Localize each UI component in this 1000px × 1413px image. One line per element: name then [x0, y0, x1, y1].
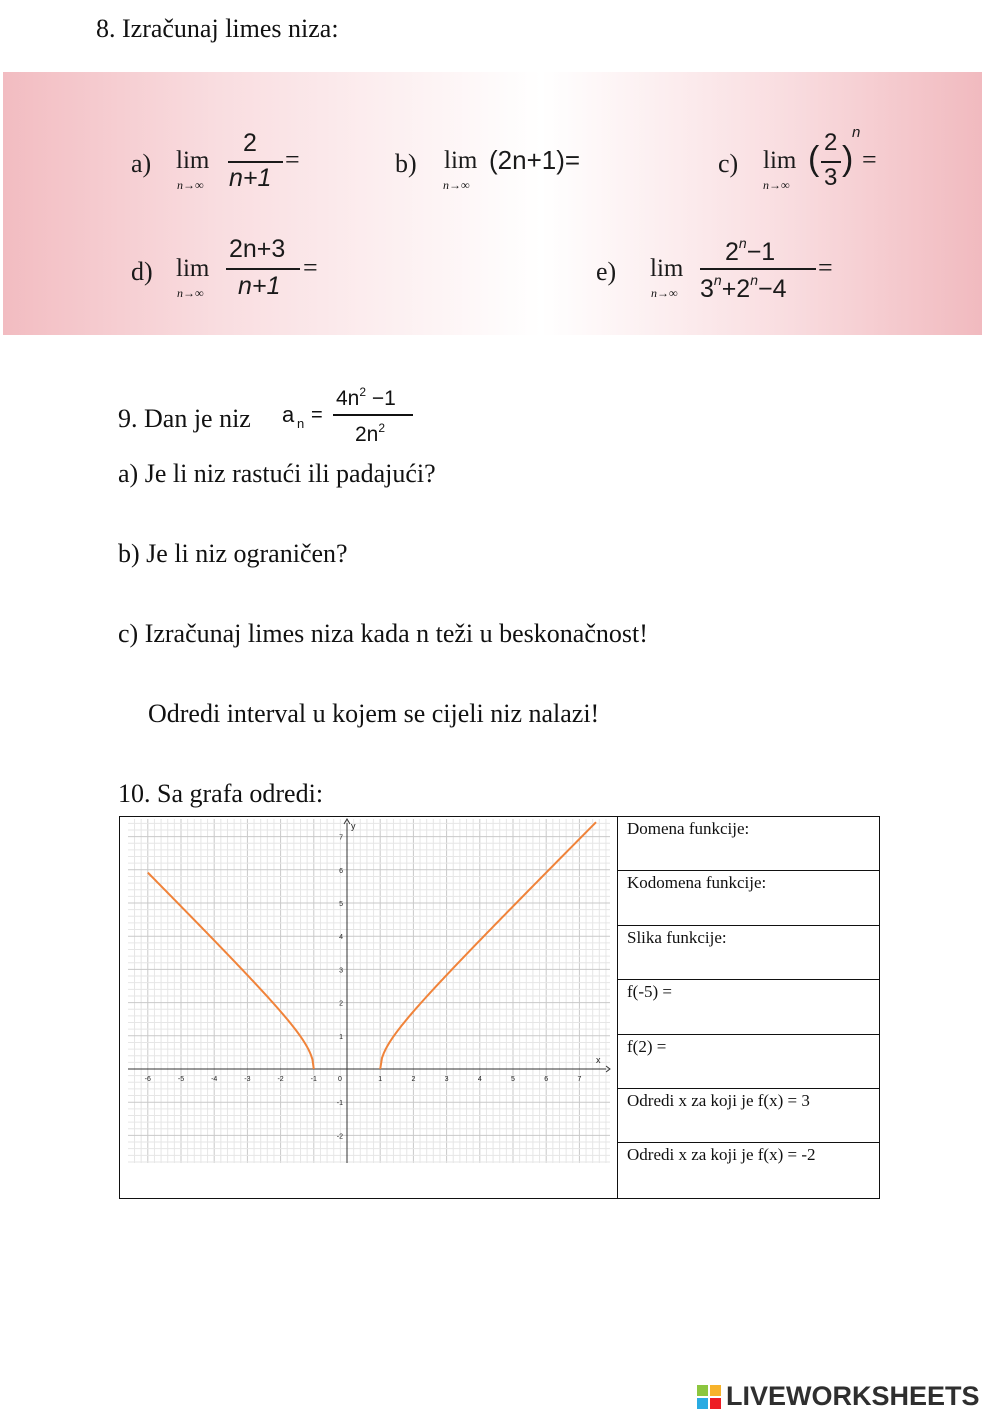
y-tick-label: 5	[339, 901, 343, 908]
limit-a-label: a)	[131, 149, 152, 178]
x-tick-label: -3	[244, 1076, 251, 1083]
y-tick-label: 7	[339, 834, 343, 842]
limit-e-equals: =	[818, 253, 833, 282]
x-tick-label: -4	[211, 1076, 218, 1083]
limit-d-equals: =	[303, 253, 318, 282]
limit-d-fraction-bar	[226, 268, 300, 270]
graph-answer-table	[119, 816, 880, 1199]
sequence-equals: =	[311, 404, 323, 426]
limit-a-equals: =	[285, 145, 300, 174]
limit-a-numerator: 2	[243, 129, 257, 157]
limit-c-denominator: 3	[824, 164, 838, 191]
limit-e-lim: lim	[650, 255, 684, 282]
limit-e-label: e)	[596, 257, 617, 286]
limit-e-fraction-bar	[700, 268, 816, 270]
limit-a-denominator: n+1	[229, 164, 272, 192]
limit-c-sub: n→∞	[763, 178, 790, 192]
answer-row-x-for-3[interactable]: Odredi x za koji je f(x) = 3	[618, 1089, 879, 1143]
limit-d-sub: n→∞	[177, 286, 204, 300]
logo-grid-icon	[697, 1385, 723, 1409]
sequence-denominator: $2n^2$	[355, 421, 386, 446]
answer-row-x-for-minus-2[interactable]: Odredi x za koji je f(x) = -2	[627, 1145, 816, 1165]
problem-9-intro: 9. Dan je niz	[118, 404, 251, 433]
x-axis-label: x	[596, 1055, 601, 1065]
answer-column	[618, 817, 879, 1198]
x-tick-label: -1	[310, 1076, 317, 1083]
limit-d-label: d)	[131, 257, 153, 286]
problem-9-part-a: a) Je li niz rastući ili padajući?	[118, 459, 436, 488]
limit-d-denominator: n+1	[238, 272, 281, 300]
limit-c-close-paren: )	[842, 140, 854, 178]
x-tick-label: 7	[577, 1076, 582, 1083]
limit-c-numerator: 2	[824, 129, 838, 156]
limit-b-sub: n→∞	[443, 178, 470, 192]
sequence-numerator: $4n^2 -1$	[336, 385, 396, 410]
limit-c-open-paren: (	[808, 140, 820, 178]
y-tick-label: 4	[339, 934, 343, 942]
limit-b-lim: lim	[444, 147, 478, 174]
x-tick-label: 3	[444, 1076, 449, 1083]
limit-b-expression: (2n+1)=	[489, 145, 581, 175]
x-tick-label: -5	[177, 1076, 185, 1083]
x-tick-label: 1	[378, 1076, 383, 1083]
problem-8-title: 8. Izračunaj limes niza:	[96, 14, 339, 43]
graph-cell	[120, 817, 618, 1198]
answer-row-domain[interactable]: Domena funkcije:	[618, 817, 879, 871]
answer-row-f-minus-5[interactable]: f(-5) =	[618, 980, 879, 1034]
limit-c-fraction-bar	[821, 161, 841, 163]
limit-d-numerator: 2n+3	[229, 235, 286, 263]
logo-text: LIVEWORKSHEETS	[726, 1381, 980, 1411]
y-tick-label: -1	[336, 1100, 343, 1108]
limit-e-numerator: $2^n-1$	[725, 235, 776, 266]
limit-b-label: b)	[395, 149, 417, 178]
problem-9-part-d: Odredi interval u kojem se cijeli niz nalazi!	[148, 699, 600, 728]
limit-a-fraction-bar	[228, 161, 283, 163]
y-tick-label: 6	[339, 867, 343, 875]
problem-9-part-b: b) Je li niz ograničen?	[118, 539, 348, 568]
answer-row-range[interactable]: Slika funkcije:	[618, 926, 879, 980]
y-tick-label: 2	[339, 1000, 343, 1008]
limit-c-label: c)	[718, 149, 739, 178]
curve-right-branch	[380, 822, 596, 1069]
answer-row-f-2[interactable]: f(2) =	[618, 1035, 879, 1089]
sequence-name: a	[282, 402, 295, 427]
limit-c-lim: lim	[763, 147, 797, 174]
limit-d-lim: lim	[176, 255, 210, 282]
x-tick-label: 5	[511, 1076, 515, 1083]
x-tick-label: -2	[277, 1076, 284, 1083]
y-tick-label: -2	[336, 1133, 343, 1141]
limit-a-sub: n→∞	[177, 178, 204, 192]
liveworksheets-logo	[697, 1381, 980, 1412]
sequence-fraction-bar	[333, 414, 413, 416]
problem-10-title: 10. Sa grafa odredi:	[118, 779, 324, 808]
x-tick-label: 6	[544, 1076, 549, 1083]
sequence-subscript: n	[297, 416, 305, 431]
problem-9-part-c: c) Izračunaj limes niza kada n teži u beskonačnost!	[118, 619, 648, 648]
limit-c-equals: =	[862, 145, 877, 174]
x-tick-label: 2	[411, 1076, 416, 1083]
limit-e-sub: n→∞	[651, 286, 678, 300]
function-graph	[120, 817, 617, 1198]
x-tick-label: 0	[338, 1076, 342, 1083]
x-tick-label: 4	[477, 1076, 482, 1083]
y-axis-label: y	[351, 821, 356, 831]
x-tick-label: -6	[144, 1076, 151, 1083]
limit-c-exponent: n	[852, 124, 861, 141]
limits-panel	[3, 72, 982, 335]
limit-a-lim: lim	[176, 147, 210, 174]
answer-row-codomain[interactable]: Kodomena funkcije:	[618, 871, 879, 925]
y-tick-label: 3	[339, 967, 343, 975]
y-tick-label: 1	[339, 1033, 343, 1041]
limit-e-denominator: $3^n+2^n-4$	[700, 272, 787, 303]
curve-left-branch	[148, 873, 314, 1069]
